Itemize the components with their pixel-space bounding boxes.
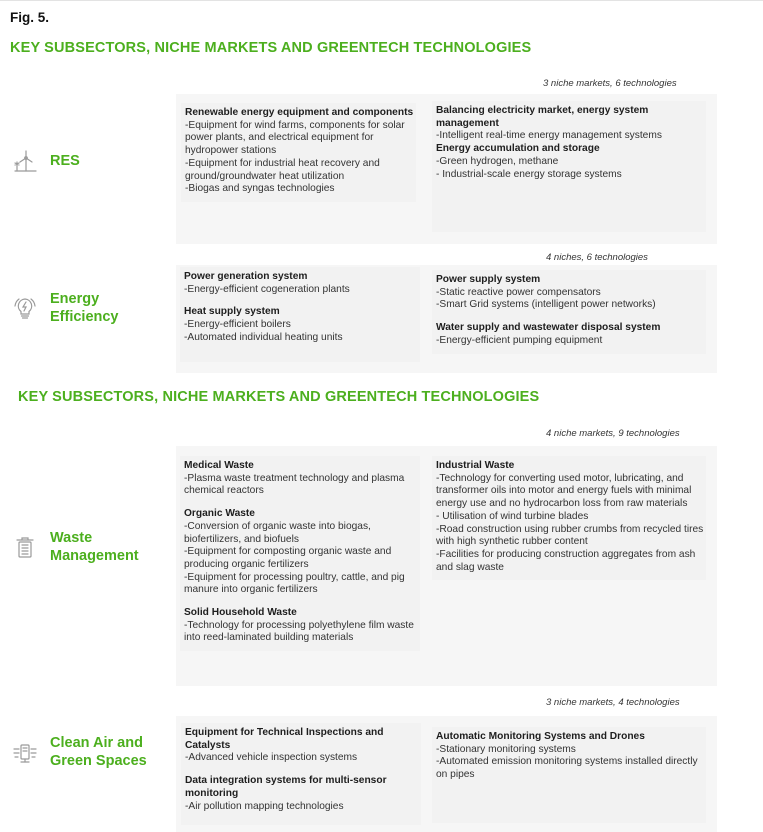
energy-efficiency-count: 4 niches, 6 technologies <box>546 252 648 263</box>
niche-title: Equipment for Technical Inspections and Catalysts <box>185 727 384 751</box>
top-divider <box>0 0 763 1</box>
niche-group <box>436 274 706 312</box>
technology-item: -Intelligent real-time energy management systems <box>436 130 662 142</box>
niche-title: Medical Waste <box>184 460 254 471</box>
niche-title: Solid Household Waste <box>184 607 297 619</box>
technology-item: - Industrial-scale energy storage systems <box>436 168 622 180</box>
air-monitoring-icon <box>12 739 38 765</box>
niche-group <box>184 508 420 597</box>
niche-title: Industrial Waste <box>436 460 515 471</box>
res-sector <box>12 148 80 174</box>
technology-item: -Technology for converting used motor, lubricating, and transformer oils into motor and energy fuels with minimal energy use and no hydrocarbon loss from raw materials <box>436 472 692 510</box>
clean-air-sector <box>12 734 166 770</box>
niche-title: Organic Waste <box>184 508 255 520</box>
niche-group <box>436 731 706 782</box>
energy-efficiency-left-column <box>180 267 420 362</box>
technology-item: -Technology for processing polyethylene film waste into reed-laminated building materials <box>184 619 414 644</box>
technology-item: -Automated individual heating units <box>184 331 343 343</box>
technology-item: -Automated emission monitoring systems installed directly on pipes <box>436 756 698 781</box>
section-heading-1: KEY SUBSECTORS, NICHE MARKETS AND GREENTECH TECHNOLOGIES <box>10 40 532 56</box>
clean-air-count: 3 niche markets, 4 technologies <box>546 697 680 708</box>
niche-title: Water supply and wastewater disposal system <box>436 322 661 334</box>
technology-item: -Equipment for wind farms, components for solar power plants, and electrical equipment for hydropower stations <box>185 119 405 157</box>
res-count: 3 niche markets, 6 technologies <box>543 78 677 89</box>
technology-item: -Energy-efficient cogeneration plants <box>184 283 350 295</box>
technology-item: -Advanced vehicle inspection systems <box>185 752 358 764</box>
clean-air-left-column <box>181 723 421 825</box>
section-heading-2: KEY SUBSECTORS, NICHE MARKETS AND GREENTECH TECHNOLOGIES <box>18 389 540 405</box>
niche-group <box>436 322 706 347</box>
niche-group <box>184 607 420 645</box>
technology-item: -Energy-efficient pumping equipment <box>436 334 603 346</box>
niche-title: Renewable energy equipment and components <box>185 107 414 118</box>
technology-item: -Biogas and syngas technologies <box>185 183 335 195</box>
waste-management-right-column <box>432 456 706 580</box>
wind-turbine-icon <box>12 148 38 174</box>
technology-item: -Smart Grid systems (intelligent power networks) <box>436 299 656 311</box>
technology-item: -Equipment for industrial heat recovery and ground/groundwater heat utilization <box>185 157 380 182</box>
waste-management-sector-name: Waste Management <box>50 530 139 564</box>
niche-title: Automatic Monitoring Systems and Drones <box>436 731 645 742</box>
niche-title: Power generation system <box>184 271 308 282</box>
waste-management-sector <box>12 529 160 565</box>
niche-group <box>436 143 706 181</box>
recycling-bin-icon <box>12 534 38 560</box>
technology-item: -Facilities for producing construction aggregates from ash and slag waste <box>436 548 696 573</box>
res-sector-name: RES <box>50 153 80 169</box>
niche-group <box>184 460 420 498</box>
niche-group <box>436 105 706 143</box>
niche-group <box>185 775 421 813</box>
technology-item: -Road construction using rubber crumbs from recycled tires with high synthetic rubber content <box>436 523 704 548</box>
energy-bulb-icon <box>12 295 38 321</box>
niche-group <box>185 727 421 765</box>
energy-efficiency-sector <box>12 290 138 326</box>
figure-label: Fig. 5. <box>10 10 50 25</box>
niche-title: Balancing electricity market, energy system management <box>436 105 649 129</box>
waste-management-left-column <box>180 456 420 651</box>
niche-title: Power supply system <box>436 274 541 285</box>
niche-title: Energy accumulation and storage <box>436 143 600 155</box>
niche-title: Heat supply system <box>184 306 280 318</box>
clean-air-sector-name: Clean Air and Green Spaces <box>50 735 147 769</box>
waste-management-count: 4 niche markets, 9 technologies <box>546 428 680 439</box>
technology-item: -Static reactive power compensators <box>436 286 601 298</box>
technology-item: -Energy-efficient boilers <box>184 319 291 331</box>
technology-item: -Air pollution mapping technologies <box>185 800 344 812</box>
energy-efficiency-sector-name: Energy Efficiency <box>50 291 119 325</box>
res-right-column <box>432 101 706 232</box>
technology-item: -Conversion of organic waste into biogas, biofertilizers, and biofuels <box>184 520 371 545</box>
technology-item: -Plasma waste treatment technology and plasma chemical reactors <box>184 472 405 497</box>
niche-group <box>436 460 706 574</box>
clean-air-right-column <box>432 727 706 823</box>
technology-item: -Equipment for processing poultry, cattle, and pig manure into organic fertilizers <box>184 571 405 596</box>
energy-efficiency-right-column <box>432 270 706 354</box>
technology-item: - Utilisation of wind turbine blades <box>436 510 589 522</box>
niche-group <box>185 107 416 196</box>
technology-item: -Stationary monitoring systems <box>436 743 576 755</box>
niche-title: Data integration systems for multi-sensor monitoring <box>185 775 387 799</box>
technology-item: -Equipment for composting organic waste and producing organic fertilizers <box>184 546 392 570</box>
niche-group <box>184 271 420 296</box>
technology-item: -Green hydrogen, methane <box>436 155 559 167</box>
niche-group <box>184 306 420 344</box>
res-left-column <box>181 103 416 202</box>
